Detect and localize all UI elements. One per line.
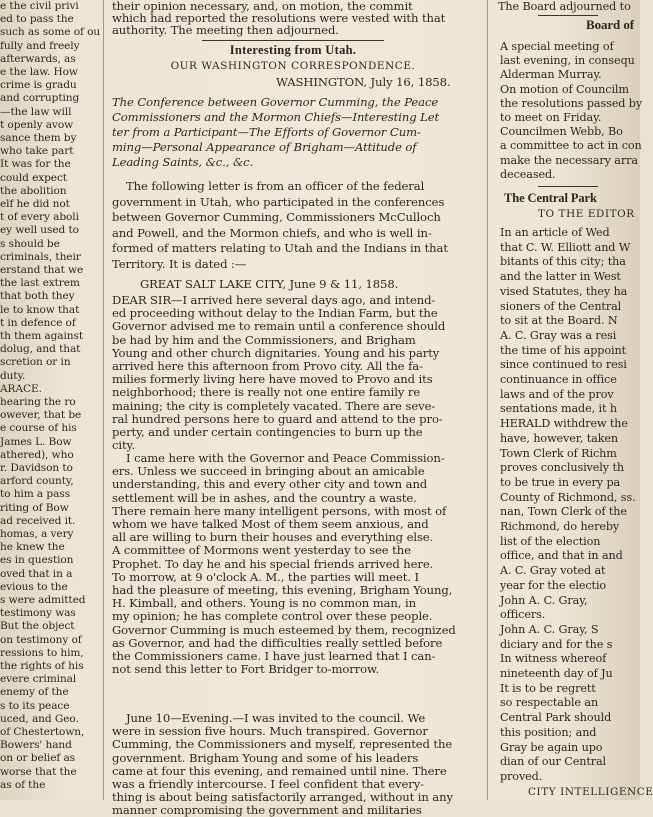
park-line: HERALD withdrew the	[500, 417, 628, 431]
left-column-line: oved that in a	[0, 567, 73, 580]
left-column-line: testimony was	[0, 607, 76, 620]
left-column-line: It was for the	[0, 158, 71, 171]
left-column-line: But the object	[0, 620, 75, 633]
summary-line: Leading Saints, &c., &c.	[112, 155, 254, 169]
letter-line: H. Kimball, and others. Young is no common man, in	[112, 596, 416, 611]
central-park-subhead: TO THE EDITOR	[538, 208, 635, 220]
park-line: and the latter in West	[500, 270, 621, 284]
park-line: officers.	[500, 608, 546, 622]
board-line: A special meeting of	[500, 40, 614, 53]
letter-line: government. Brigham Young and some of his leaders	[112, 750, 419, 765]
park-line: year for the electio	[500, 578, 607, 592]
meeting-text-line: authority. The meeting then adjourned.	[112, 23, 339, 37]
left-column-line: r. Davidson to	[0, 462, 73, 474]
park-line: sentations made, it h	[500, 402, 617, 416]
left-column-line: elf he did not	[0, 198, 70, 210]
central-park-heading: The Central Park	[504, 191, 597, 205]
park-line: sioners of the Central	[500, 299, 622, 313]
park-line: Richmond, do hereby	[500, 520, 620, 533]
left-column-line: uced, and Geo.	[0, 712, 79, 725]
city-intelligence-heading: CITY INTELLIGENCE	[528, 786, 653, 798]
left-column-line: athered), who	[0, 448, 74, 461]
left-column-line: he knew the	[0, 541, 65, 554]
letter-line: Young and other church dignitaries. Young and his party	[112, 345, 440, 360]
left-column-line: ed to pass the	[0, 13, 74, 26]
left-column-line: t of every aboli	[0, 211, 79, 224]
left-column-line: ey well used to	[0, 224, 79, 237]
article-dateline: WASHINGTON, July 16, 1858.	[276, 75, 451, 89]
left-column-line: could expect	[0, 171, 67, 184]
park-line: the time of his appoint	[500, 343, 626, 357]
letter-line: understanding, this and every other city and town and	[112, 477, 428, 492]
left-column-line: such as some of ou	[0, 26, 101, 39]
intro-line: and Powell, and the Mormon chiefs, and who is well in-	[112, 225, 432, 240]
section-rule	[538, 186, 598, 187]
left-column-line: worse that the	[0, 765, 77, 778]
board-line: deceased.	[500, 167, 556, 181]
left-column-line: Bowers' hand	[0, 739, 72, 752]
board-line: make the necessary arra	[500, 153, 638, 167]
board-line: the resolutions passed by	[500, 96, 643, 110]
article-headline: Interesting from Utah.	[229, 43, 357, 57]
left-column-line: duty.	[0, 369, 26, 382]
park-line: office, and that in and	[500, 549, 623, 563]
intro-line: government in Utah, who participated in the conferences	[112, 194, 445, 209]
section-rule	[538, 15, 598, 16]
park-line: It is to be regrett	[500, 681, 596, 695]
left-column-line: scretion or in	[0, 356, 71, 369]
letter-line: the Commissioners came. I have just learned that I can-	[112, 649, 436, 663]
left-column-line: dolug, and that	[0, 343, 81, 356]
left-column-line: afterwards, as	[0, 52, 76, 65]
left-column-line: the last extrem	[0, 277, 80, 290]
board-line: Councilmen Webb, Bo	[500, 125, 623, 139]
left-column-line: t openly avow	[0, 118, 74, 131]
letter-line: maining; the city is completely vacated. There are seve-	[112, 398, 436, 413]
letter-line: had the pleasure of meeting, this evening, Brigham Young,	[112, 583, 453, 597]
letter-dateline: GREAT SALT LAKE CITY, June 9 & 11, 1858.	[140, 277, 399, 291]
letter-line: Prophet. To day he and his special friends arrived here.	[112, 556, 434, 571]
left-column-line: s should be	[0, 237, 60, 250]
park-line: dian of our Central	[500, 755, 607, 769]
left-column-line: of Chestertown,	[0, 726, 85, 738]
left-column-line: es in question	[0, 554, 74, 567]
letter-line: whom we have talked Most of them seem anxious, and	[112, 517, 429, 531]
park-line: laws and of the prov	[500, 387, 614, 401]
intro-line: The following letter is from an officer of the federal	[126, 179, 425, 193]
park-line: County of Richmond, ss.	[500, 490, 636, 504]
park-line: Central Park should	[500, 711, 612, 725]
meeting-text-line: which had reported the resolutions were vested with that	[112, 11, 446, 25]
left-column-line: to him a pass	[0, 488, 70, 501]
left-column-line: evere criminal	[0, 673, 77, 686]
letter-line: ers. Unless we succeed in bringing about an amicable	[112, 464, 425, 479]
letter-line: perty, and under certain contingencies to burn up the	[112, 425, 423, 439]
left-column-line: s were admitted	[0, 594, 86, 606]
letter-line: my opinion; he has complete control over these people.	[112, 609, 433, 624]
left-column-line: sance them by	[0, 132, 77, 144]
park-line: diciary and for the s	[500, 637, 613, 651]
park-line: to sit at the Board. N	[500, 314, 618, 328]
park-line: John A. C. Gray, S	[500, 622, 599, 636]
board-line: to meet on Friday.	[500, 111, 602, 124]
letter-line: as Governor, and had the difficulties really settled before	[112, 635, 443, 650]
summary-line: ming—Personal Appearance of Brigham—Attitude of	[112, 140, 417, 154]
left-column-line: t in defence of	[0, 316, 76, 329]
park-line: A. C. Gray voted at	[500, 564, 606, 578]
letter-line: be had by him and the Commissioners, and Brigham	[112, 332, 416, 347]
board-heading: Board of	[586, 17, 634, 32]
letter-line: arrived here this afternoon from Provo city. All the fa-	[112, 359, 423, 373]
left-column-line: ARACE.	[0, 382, 42, 395]
left-column-line: James L. Bow	[0, 435, 72, 448]
left-column-line: on testimony of	[0, 633, 82, 646]
letter-line: city.	[112, 438, 136, 453]
left-column-line: le to know that	[0, 303, 80, 316]
left-column-line: e the civil privi	[0, 0, 79, 12]
letter-line: milies formerly living here have moved to Provo and its	[112, 372, 433, 387]
right-column	[498, 0, 653, 800]
park-line: this position; and	[500, 725, 597, 739]
article-subhead: OUR WASHINGTON CORRESPONDENCE.	[170, 60, 416, 72]
letter-line: A committee of Mormons went yesterday to see the	[112, 543, 411, 558]
left-column-line: ressions to him,	[0, 646, 84, 659]
letter-line: all are willing to burn their houses and everything else.	[112, 530, 434, 545]
park-line: so respectable an	[500, 696, 599, 710]
letter-line: I came here with the Governor and Peace Commission-	[126, 451, 445, 465]
left-column-line: enemy of the	[0, 686, 69, 699]
board-adjourned-text: The Board adjourned to	[498, 0, 631, 13]
left-column-line: arford county,	[0, 475, 74, 488]
park-line: proves conclusively th	[500, 461, 624, 475]
letter-line: not send this letter to Fort Bridger to-morrow.	[112, 662, 380, 677]
left-column-line: that both they	[0, 290, 75, 303]
left-column-line: ad received it.	[0, 514, 76, 527]
park-line: vised Statutes, they ha	[500, 284, 628, 298]
left-column-line: th them against	[0, 330, 84, 342]
letter-line: settlement will be in ashes, and the country a waste.	[112, 490, 417, 505]
letter-line: ed proceeding without delay to the Indian Farm, but the	[112, 306, 438, 321]
letter-line: were in session five hours. Much transpired. Governor	[112, 724, 428, 739]
meeting-text-line: their opinion necessary, and, on motion, the commit	[112, 0, 413, 13]
left-column-line: criminals, their	[0, 250, 81, 263]
left-column-line: e course of his	[0, 422, 77, 435]
board-line: last evening, in consequ	[500, 54, 635, 68]
letter-line: neighborhood; there is really not one entire family re	[112, 385, 421, 400]
left-column	[0, 0, 100, 800]
left-column-line: fully and freely	[0, 39, 80, 52]
park-line: list of the election	[500, 534, 601, 548]
left-column-line: the abolition	[0, 184, 67, 197]
park-line: since continued to resi	[500, 358, 627, 372]
park-line: proved.	[500, 769, 543, 783]
park-line: Town Clerk of Richm	[500, 446, 617, 460]
letter-line: There remain here many intelligent persons, with most of	[112, 503, 447, 518]
left-column-line: homas, a very	[0, 528, 74, 540]
summary-line: ter from a Participant—The Efforts of Governor Cum-	[112, 125, 421, 139]
letter-line: ral hundred persons here to guard and attend to the pro-	[112, 411, 443, 426]
park-line: Gray be again upo	[500, 740, 603, 754]
letter-line: Governor advised me to remain until a conference should	[112, 319, 446, 334]
park-line: bitants of this city; tha	[500, 255, 626, 269]
left-column-line: erstand that we	[0, 264, 84, 276]
park-line: nan, Town Clerk of the	[500, 505, 627, 519]
board-line: On motion of Councilm	[500, 82, 629, 96]
park-line: nineteenth day of Ju	[500, 667, 613, 680]
park-line: In an article of Wed	[500, 226, 610, 239]
left-column-line: hearing the ro	[0, 396, 76, 408]
park-line: In witness whereof	[500, 652, 607, 666]
board-line: a committee to act in con	[500, 139, 642, 153]
letter-line: DEAR SIR—I arrived here several days ago, and intend-	[112, 293, 436, 307]
left-column-line: as of the	[0, 778, 46, 791]
left-column-line: the rights of his	[0, 660, 84, 672]
left-column-line: who take part	[0, 145, 74, 158]
left-column-line: crime is gradu	[0, 79, 77, 92]
left-column-line: and corrupting	[0, 92, 80, 105]
left-column-line: riting of Bow	[0, 501, 69, 514]
park-line: to be true in every pa	[500, 475, 621, 489]
left-column-line: —the law will	[0, 105, 72, 118]
left-column-line: e the law. How	[0, 66, 78, 78]
column-rule-right	[487, 0, 488, 800]
letter-line: came at four this evening, and remained until nine. There	[112, 763, 447, 778]
column-rule-left	[103, 0, 104, 800]
letter-line: June 10—Evening.—I was invited to the council. We	[126, 711, 426, 725]
park-line: have, however, taken	[500, 431, 619, 445]
board-line: Alderman Murray.	[500, 68, 602, 82]
main-column	[106, 0, 480, 817]
left-column-line: owever, that be	[0, 409, 82, 422]
left-column-line: on or belief as	[0, 752, 76, 765]
park-line: continuance in office	[500, 373, 617, 386]
intro-line: between Governor Cumming, Commissioners McCulloch	[112, 210, 441, 224]
letter-line: To morrow, at 9 o'clock A. M., the parties will meet. I	[112, 569, 419, 584]
park-line: John A. C. Gray,	[500, 593, 588, 607]
headline-rule	[202, 40, 384, 41]
park-line: A. C. Gray was a resi	[500, 328, 617, 342]
summary-line: The Conference between Governor Cumming, the Peace	[112, 95, 439, 109]
park-line: that C. W. Elliott and W	[500, 240, 631, 254]
intro-line: Territory. It is dated :—	[112, 256, 247, 271]
letter-line: Governor Cumming is much esteemed by them, recognized	[112, 622, 456, 637]
letter-line: thing is about being satisfactorily arranged, without in any	[112, 790, 453, 805]
summary-line: Commissioners and the Mormon Chiefs—Interesting Let	[112, 110, 440, 124]
letter-line: manner compromising the government and militaries	[112, 803, 422, 817]
left-column-line: evious to the	[0, 580, 68, 593]
left-column-line: s to its peace	[0, 699, 70, 712]
letter-line: was a friendly intercourse. I feel confident that every-	[112, 777, 424, 791]
intro-line: formed of matters relating to Utah and the Indians in that	[112, 241, 448, 255]
letter-line: Cumming, the Commissioners and myself, represented the	[112, 737, 453, 752]
